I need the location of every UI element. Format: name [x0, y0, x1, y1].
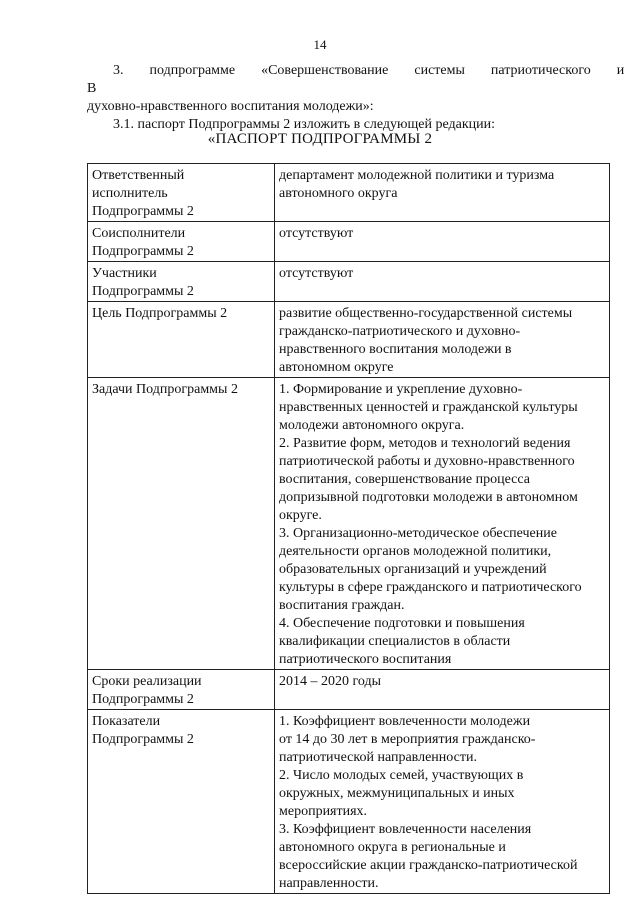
page-number: 14: [313, 37, 327, 52]
row-value-line: молодежи автономного округа.: [279, 418, 465, 433]
row-value-line: допризывной подготовки молодежи в автономном: [279, 490, 578, 505]
row-value-line: квалификации специалистов в области: [279, 634, 511, 649]
row-value-line: культуры в сфере гражданского и патриотического: [279, 580, 582, 595]
row-value-cell: [275, 262, 610, 302]
row-value-line: 2. Развитие форм, методов и технологий ведения: [279, 436, 571, 451]
row-value-line: всероссийские акции гражданско-патриотической: [279, 858, 578, 873]
row-value-line: автономного округа: [279, 186, 398, 201]
row-value-line: развитие общественно-государственной системы: [279, 306, 573, 321]
table-row: [88, 670, 610, 710]
row-value-cell: [275, 378, 610, 670]
row-label-cell: [88, 222, 275, 262]
passport-table-body: [88, 164, 610, 894]
row-value-line: окружных, межмуниципальных и иных: [279, 786, 515, 801]
table-row: [88, 262, 610, 302]
intro-paragraph: [87, 62, 625, 134]
row-value-cell: [275, 670, 610, 710]
row-label-cell: [88, 378, 275, 670]
row-value-line: образовательных организаций и учреждений: [279, 562, 547, 577]
row-value-line: 1. Формирование и укрепление духовно-: [279, 382, 523, 397]
row-label-line: Ответственный: [92, 168, 185, 183]
intro-word: системы: [414, 63, 465, 78]
row-value-line: патриотической работы и духовно-нравственного: [279, 454, 575, 469]
passport-table: [87, 163, 610, 894]
row-value-line: департамент молодежной политики и туризма: [279, 168, 555, 183]
intro-word: и: [616, 63, 625, 78]
row-value-line: мероприятиях.: [279, 804, 368, 819]
row-label-line: Цель Подпрограммы 2: [92, 306, 228, 321]
row-value-line: патриотического воспитания: [279, 652, 452, 667]
row-value-line: деятельности органов молодежной политики,: [279, 544, 552, 559]
row-label-line: Участники: [92, 266, 157, 281]
row-value-line: нравственного воспитания молодежи в: [279, 342, 512, 357]
passport-title: «ПАСПОРТ ПОДПРОГРАММЫ 2: [207, 131, 433, 147]
row-value-line: гражданско-патриотического и духовно-: [279, 324, 521, 339]
intro-word: патриотического: [490, 63, 591, 78]
row-value-line: 3. Коэффициент вовлеченности населения: [279, 822, 532, 837]
row-value-line: 3. Организационно-методическое обеспечение: [279, 526, 557, 541]
row-value-cell: [275, 222, 610, 262]
row-value-line: направленности.: [279, 876, 379, 891]
intro-line-1: [87, 62, 625, 98]
row-value-line: патриотической направленности.: [279, 750, 477, 765]
row-value-line: 2014 – 2020 годы: [279, 674, 382, 689]
row-label-line: Соисполнители: [92, 226, 186, 241]
row-label-line: Подпрограммы 2: [92, 244, 194, 259]
table-row: [88, 378, 610, 670]
row-value-line: от 14 до 30 лет в мероприятия гражданско-: [279, 732, 536, 747]
row-value-line: автономного округа в региональные и: [279, 840, 506, 855]
intro-word: «Совершенствование: [261, 63, 389, 78]
row-label-line: Показатели: [92, 714, 161, 729]
intro-line-3: 3.1. паспорт Подпрограммы 2 изложить в следующей редакции:: [113, 117, 496, 132]
row-label-cell: [88, 710, 275, 894]
row-label-cell: [88, 302, 275, 378]
row-value-line: 4. Обеспечение подготовки и повышения: [279, 616, 525, 631]
row-label-line: Подпрограммы 2: [92, 284, 194, 299]
row-value-line: воспитания граждан.: [279, 598, 405, 613]
row-value-line: 1. Коэффициент вовлеченности молодежи: [279, 714, 531, 729]
table-row: [88, 302, 610, 378]
row-label-cell: [88, 164, 275, 222]
row-label-line: Подпрограммы 2: [92, 732, 194, 747]
row-value-cell: [275, 164, 610, 222]
row-label-line: исполнитель: [92, 186, 168, 201]
table-row: [88, 164, 610, 222]
table-row: [88, 710, 610, 894]
row-value-line: автономном округе: [279, 360, 394, 375]
row-label-line: Подпрограммы 2: [92, 204, 194, 219]
row-value-line: отсутствуют: [279, 266, 354, 281]
row-value-line: отсутствуют: [279, 226, 354, 241]
row-label-line: Сроки реализации: [92, 674, 202, 689]
row-value-cell: [275, 710, 610, 894]
row-value-line: округе.: [279, 508, 322, 523]
row-value-line: воспитания, совершенствование процесса: [279, 472, 530, 487]
intro-word: 3. В: [87, 63, 124, 96]
row-value-line: 2. Число молодых семей, участвующих в: [279, 768, 524, 783]
row-label-cell: [88, 262, 275, 302]
row-label-line: Задачи Подпрограммы 2: [92, 382, 238, 397]
row-value-cell: [275, 302, 610, 378]
row-label-cell: [88, 670, 275, 710]
table-row: [88, 222, 610, 262]
row-value-line: нравственных ценностей и гражданской культуры: [279, 400, 578, 415]
row-label-line: Подпрограммы 2: [92, 692, 194, 707]
intro-word: подпрограмме: [149, 63, 236, 78]
intro-line-2: духовно-нравственного воспитания молодежи»:: [87, 99, 374, 114]
